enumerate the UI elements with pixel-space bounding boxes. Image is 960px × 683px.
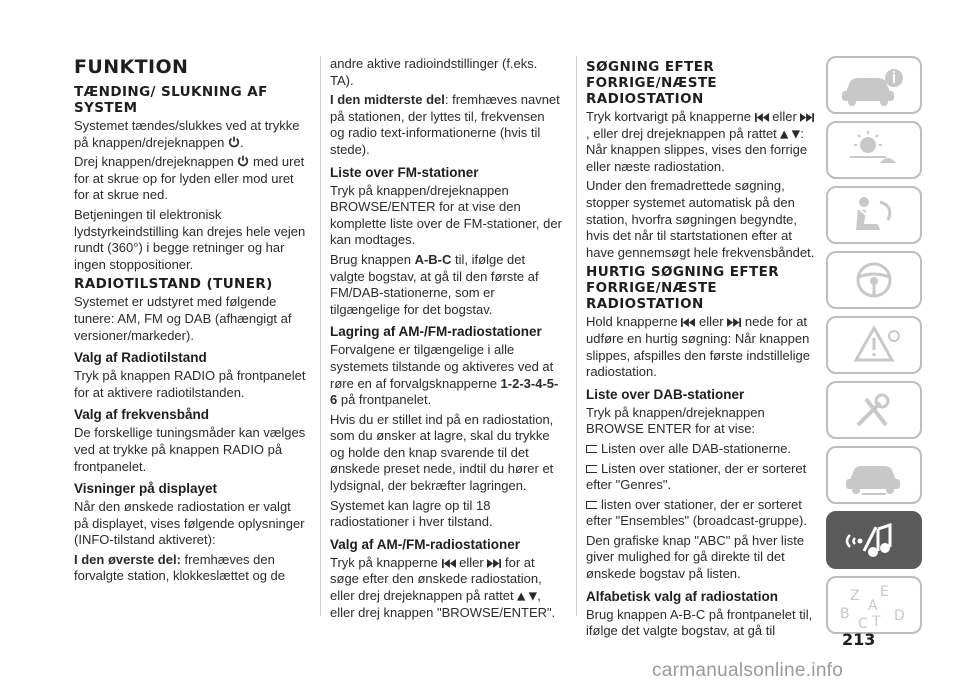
bullet-icon — [586, 501, 597, 509]
paragraph: Tryk på knappen/drejeknappen BROWSE ENTER for at vise: — [586, 404, 765, 437]
svg-text:D: D — [894, 608, 905, 624]
paragraph: Systemet kan lagre op til 18 radiostationer i hver tilstand. — [330, 497, 493, 530]
subheading: Visninger på displayet — [74, 481, 218, 497]
nav-tab-car-specs[interactable] — [826, 446, 922, 504]
paragraph: Systemet er udstyret med følgende tunere: AM, FM og DAB (afhængigt af versioner/markeder). — [74, 294, 292, 343]
column-divider — [320, 56, 321, 616]
bullet-icon — [586, 445, 597, 453]
paragraph: Betjeningen til elektronisk lydstyrkeindstilling kan drejes hele vejen rundt (360°) i begge retninger og har ingen stoppositioner. — [74, 206, 306, 272]
nav-tab-warning[interactable] — [826, 316, 922, 374]
svg-text:A: A — [868, 598, 878, 614]
dashboard-lights-icon — [828, 123, 920, 177]
column-3 — [586, 56, 818, 643]
watermark: carmanualsonline.info — [652, 660, 844, 681]
svg-text:T: T — [872, 614, 881, 630]
car-specs-icon — [828, 448, 920, 502]
paragraph: andre aktive radioindstillinger (f.eks. TA). — [330, 56, 538, 88]
section-heading-power: TÆNDING/ SLUKNING AF SYSTEM — [74, 84, 268, 116]
next-track-icon — [487, 559, 501, 568]
bullet-icon — [586, 465, 597, 473]
paragraph: Systemet tændes/slukkes ved at trykke på knappen/drejeknappen . — [74, 118, 300, 150]
svg-text:Z: Z — [850, 588, 860, 604]
paragraph: Brug knappen A-B-C til, ifølge det valgte bogstav, at gå til den første af FM/DAB-stationerne, som er tilgængelige for det bogstav. — [330, 251, 539, 317]
nav-tab-tools[interactable] — [826, 381, 922, 439]
subheading: Valg af frekvensbånd — [74, 407, 210, 423]
subheading: Alfabetisk valg af radiostation — [586, 588, 779, 604]
next-track-icon — [800, 113, 814, 122]
subheading: Valg af AM-/FM-radiostationer — [330, 536, 521, 552]
paragraph: Tryk kortvarigt på knapperne eller , eller drej drejeknappen på rattet : Når knappen slippes, vises den forrige eller næste radiostation. — [586, 109, 818, 175]
paragraph: Den grafiske knap "ABC" på hver liste giver mulighed for gå direkte til det ønskede bogstav på listen. — [586, 532, 805, 582]
paragraph: I den midterste del: fremhæves navnet på stationen, der lyttes til, frekvensen og radio text-informationerne (hvis til stede). — [330, 92, 560, 157]
svg-text:B: B — [840, 606, 850, 622]
alphabetical-index-icon — [828, 578, 920, 632]
paragraph: Forvalgene er tilgængelige i alle systemets tilstande og aktiveres ved at røre en af forvalgsknapperne 1-2-3-4-5-6 på frontpanelet. — [330, 342, 559, 408]
paragraph: Hold knapperne eller nede for at udføre en hurtig søgning: Når knappen slippes, afspilles den første indstillelige radiostation. — [586, 314, 810, 380]
paragraph: I den øverste del: fremhæves den forvalgte station, klokkeslættet og de — [74, 551, 286, 584]
svg-text:C: C — [858, 616, 868, 632]
section-heading-radio-mode: RADIOTILSTAND (TUNER) — [74, 276, 273, 293]
paragraph: Tryk på knappen/drejeknappen BROWSE/ENTER for at vise den komplette liste over de FM-stationer, der kan modtages. — [330, 182, 562, 248]
nav-tab-dashboard-lights[interactable] — [826, 121, 922, 179]
radio-music-icon — [828, 513, 920, 567]
paragraph: De forskellige tuningsmåder kan vælges ved at trykke på knappen RADIO på frontpanelet. — [74, 425, 306, 474]
column-1 — [74, 56, 306, 588]
paragraph: Tryk på knapperne eller for at søge efter den ønskede radiostation, eller drej drejeknappen på rattet , eller drej knappen "BROWSE/ENTER". — [330, 554, 556, 620]
next-track-icon — [727, 318, 741, 327]
list-item: listen over stationer, der er sorteret efter "Ensembles" (broadcast-gruppe). — [586, 496, 807, 529]
nav-tab-radio-music[interactable] — [826, 511, 922, 569]
svg-text:E: E — [880, 584, 889, 600]
car-info-icon — [828, 58, 920, 112]
paragraph: Hvis du er stillet ind på en radiostation, som du ønsker at lagre, skal du trykke og holde den knap svarende til det ønskede preset nede, indtil du hører et lydsignal, der bekræfter lagringen. — [330, 411, 554, 494]
paragraph: Under den fremadrettede søgning, stopper systemet automatisk på den station, hvorfra søgningen begyndte, hvis det når til startstationen efter at have gennemsøgt hele frekvensbåndet. — [586, 178, 815, 260]
seat-airbag-icon — [828, 188, 920, 242]
column-divider — [576, 56, 577, 616]
nav-tab-car-info[interactable] — [826, 56, 922, 114]
list-item: Listen over stationer, der er sorteret efter "Genres". — [586, 460, 807, 493]
up-down-arrows-icon — [780, 130, 800, 139]
nav-tab-seat-airbag[interactable] — [826, 186, 922, 244]
power-knob-icon — [228, 136, 240, 148]
paragraph: Drej knappen/drejeknappen med uret for at skrue op for lyden eller mod uret for at skrue ned. — [74, 154, 305, 203]
paragraph: Når den ønskede radiostation er valgt på displayet, vises følgende oplysninger (INFO-tilstand aktiveret): — [74, 499, 305, 548]
prev-track-icon — [681, 318, 695, 327]
list-item: Listen over alle DAB-stationerne. — [586, 441, 818, 458]
prev-track-icon — [442, 559, 456, 568]
nav-tab-alphabetical-index[interactable] — [826, 576, 922, 634]
section-heading-seek: SØGNING EFTER FORRIGE/NÆSTE RADIOSTATION — [586, 59, 718, 107]
power-knob-icon — [237, 155, 249, 167]
up-down-arrows-icon — [517, 592, 537, 601]
paragraph: Tryk på knappen RADIO på frontpanelet for at aktivere radiotilstanden. — [74, 368, 306, 400]
column-2 — [330, 56, 562, 624]
section-heading-fast-seek: HURTIG SØGNING EFTER FORRIGE/NÆSTE RADIOSTATION — [586, 264, 780, 313]
warning-triangle-icon — [828, 318, 920, 372]
subheading: Lagring af AM-/FM-radiostationer — [330, 324, 542, 340]
subheading: Valg af Radiotilstand — [74, 350, 207, 366]
subheading: Liste over FM-stationer — [330, 164, 479, 180]
tools-wrench-icon — [828, 383, 920, 437]
chapter-title: FUNKTION — [74, 56, 189, 78]
paragraph: Brug knappen A-B-C på frontpanelet til, ifølge det valgte bogstav, at gå til — [586, 606, 813, 639]
prev-track-icon — [755, 113, 769, 122]
page-number: 213 — [842, 630, 876, 649]
nav-tab-steering-wheel[interactable] — [826, 251, 922, 309]
steering-wheel-icon — [828, 253, 920, 307]
subheading: Liste over DAB-stationer — [586, 386, 745, 402]
